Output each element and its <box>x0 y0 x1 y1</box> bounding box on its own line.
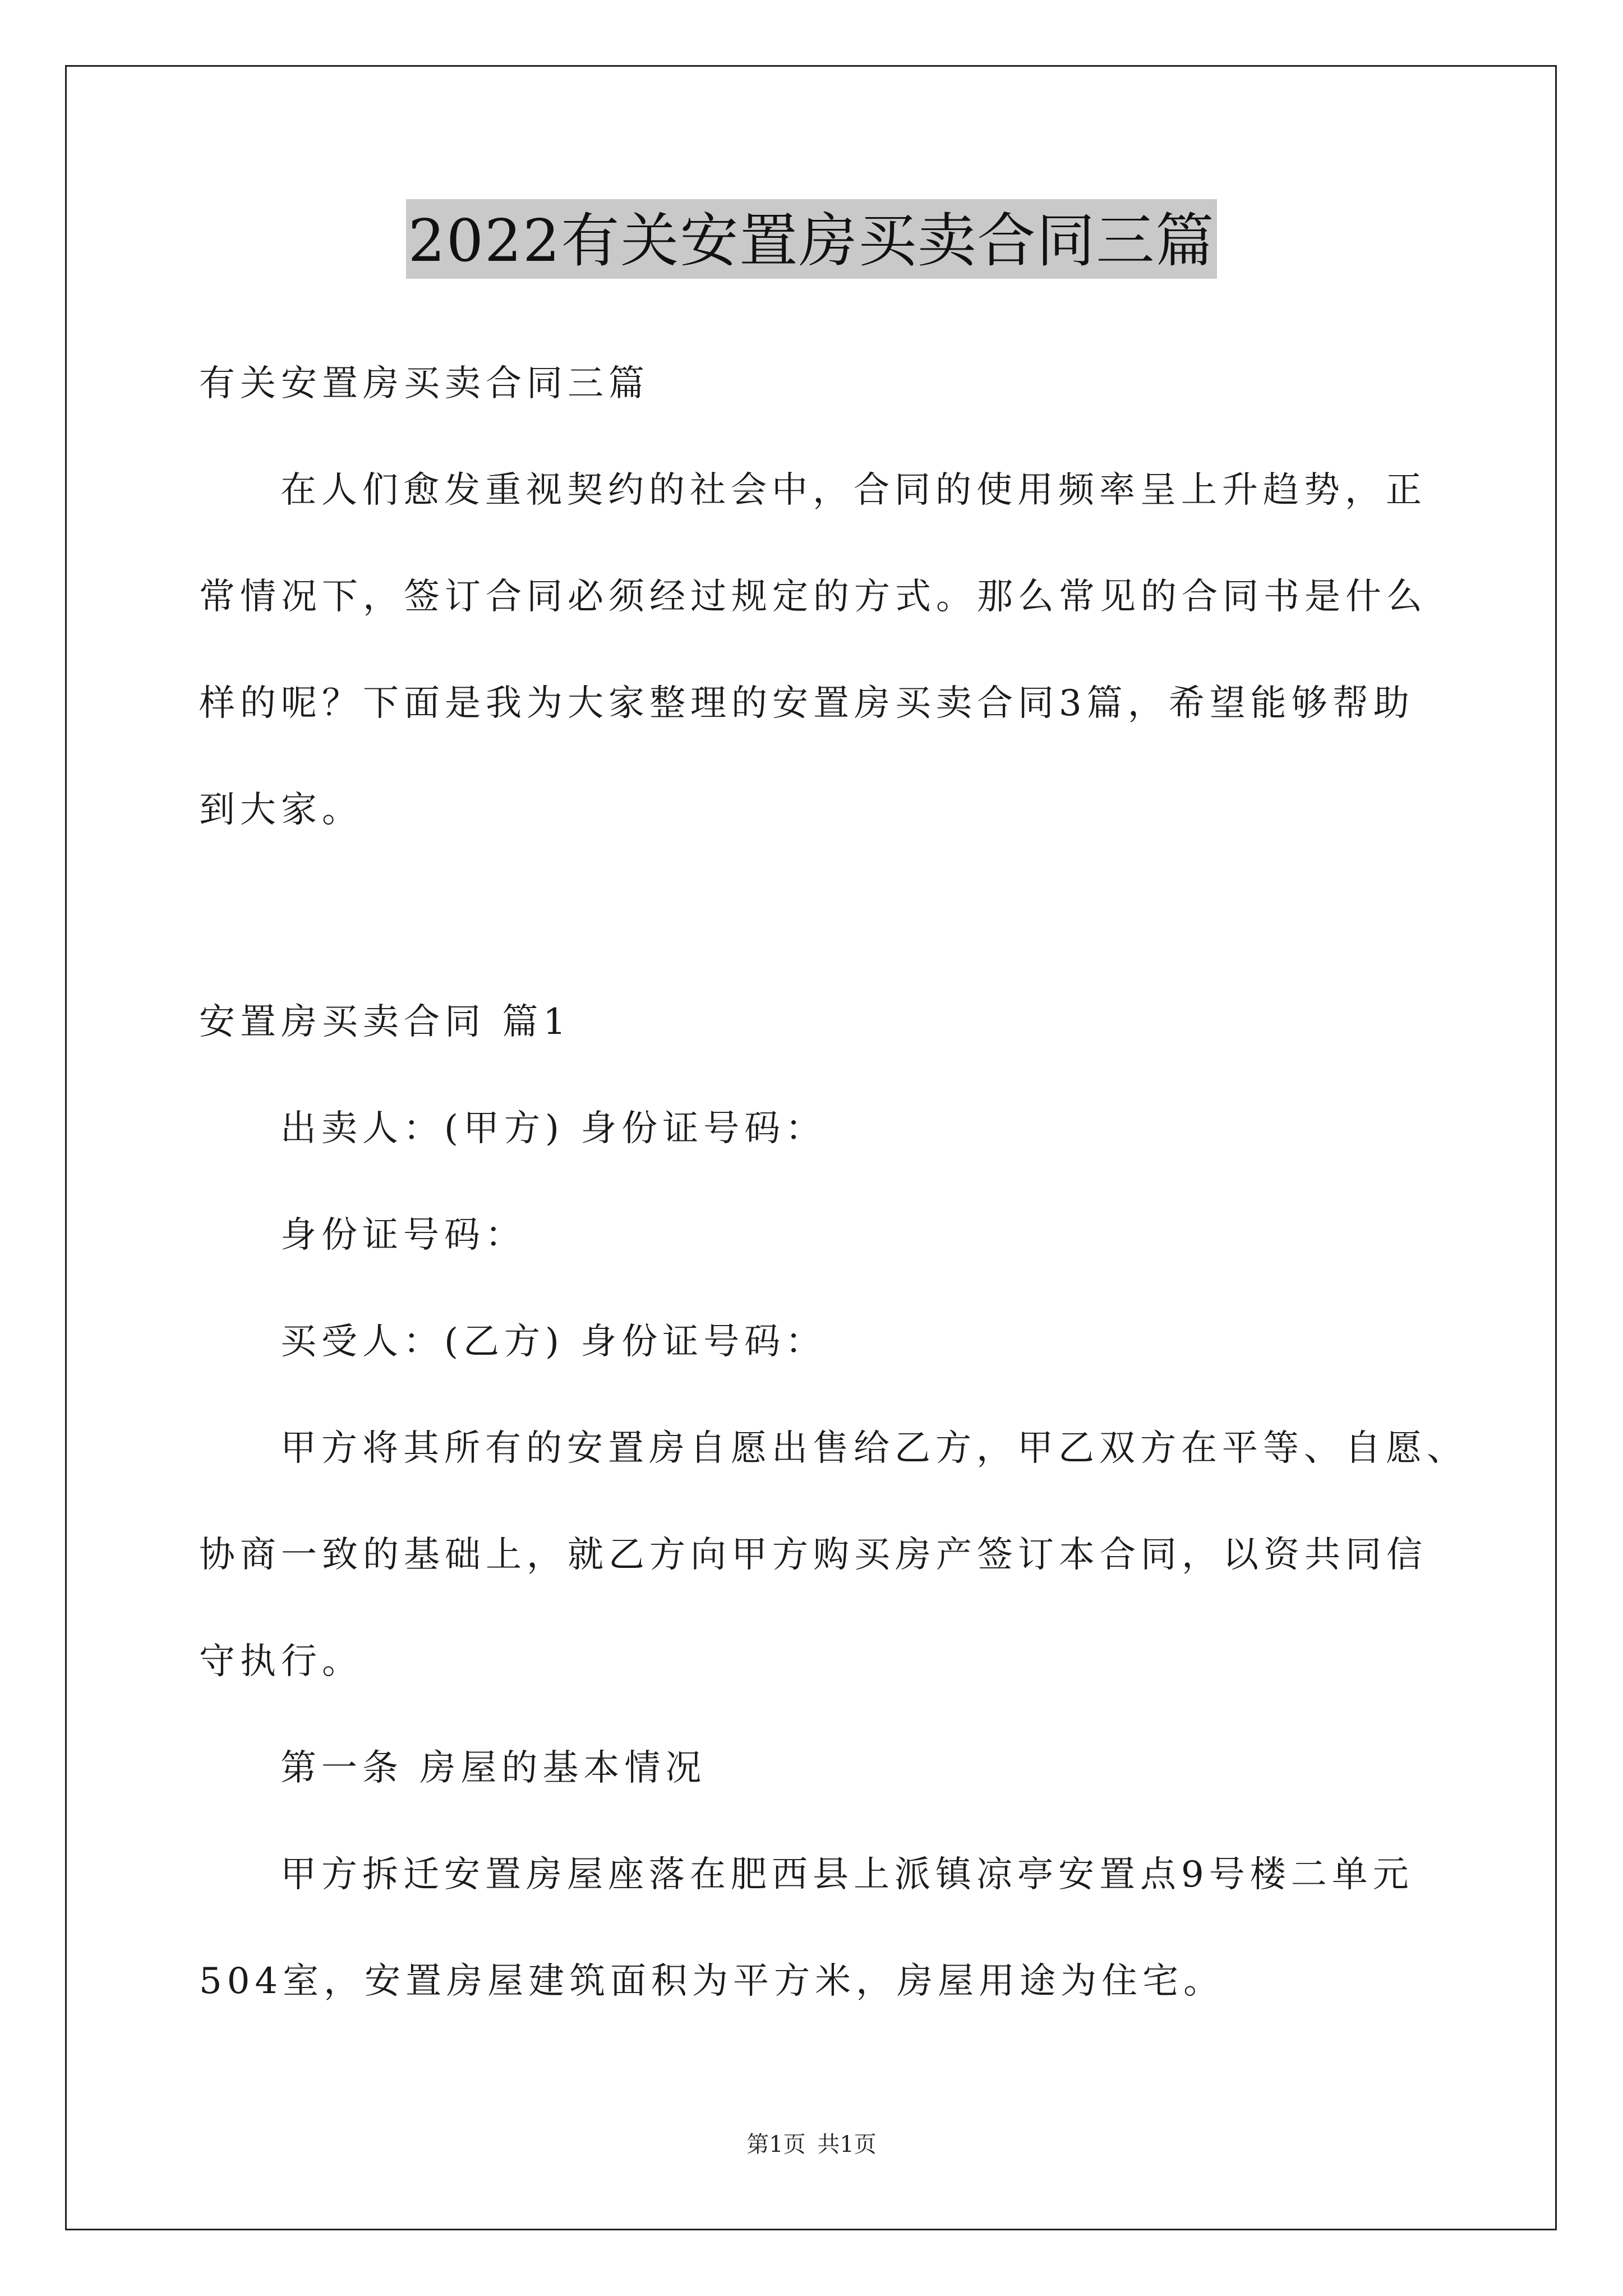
document-subtitle: 有关安置房买卖合同三篇 <box>199 363 649 404</box>
agreement-line-2: 协商一致的基础上，就乙方向甲方购买房产签订本合同，以资共同信 <box>199 1534 1427 1576</box>
agreement-line-3: 守执行。 <box>199 1641 363 1682</box>
page-footer: 第1页 共1页 <box>746 2132 877 2157</box>
intro-line-2: 常情况下，签订合同必须经过规定的方式。那么常见的合同书是什么 <box>199 576 1427 618</box>
article-one-line-2: 504室，安置房屋建筑面积为平方米，房屋用途为住宅。 <box>199 1961 1225 2002</box>
intro-line-1: 在人们愈发重视契约的社会中，合同的使用频率呈上升趋势，正 <box>280 470 1427 511</box>
intro-line-4: 到大家。 <box>199 789 363 831</box>
title-container <box>0 199 1623 279</box>
article-one-line-1: 甲方拆迁安置房屋座落在肥西县上派镇凉亭安置点9号楼二单元 <box>280 1854 1414 1895</box>
article-one-heading: 第一条 房屋的基本情况 <box>280 1747 707 1789</box>
seller-line: 出卖人：(甲方) 身份证号码： <box>280 1108 827 1149</box>
section-heading: 安置房买卖合同 篇1 <box>199 1001 571 1043</box>
id-number-line: 身份证号码： <box>280 1214 526 1256</box>
agreement-line-1: 甲方将其所有的安置房自愿出售给乙方，甲乙双方在平等、自愿、 <box>280 1428 1468 1469</box>
buyer-line: 买受人：(乙方) 身份证号码： <box>280 1321 827 1363</box>
intro-line-3: 样的呢？下面是我为大家整理的安置房买卖合同3篇，希望能够帮助 <box>199 683 1414 724</box>
document-title: 2022有关安置房买卖合同三篇 <box>406 199 1218 279</box>
